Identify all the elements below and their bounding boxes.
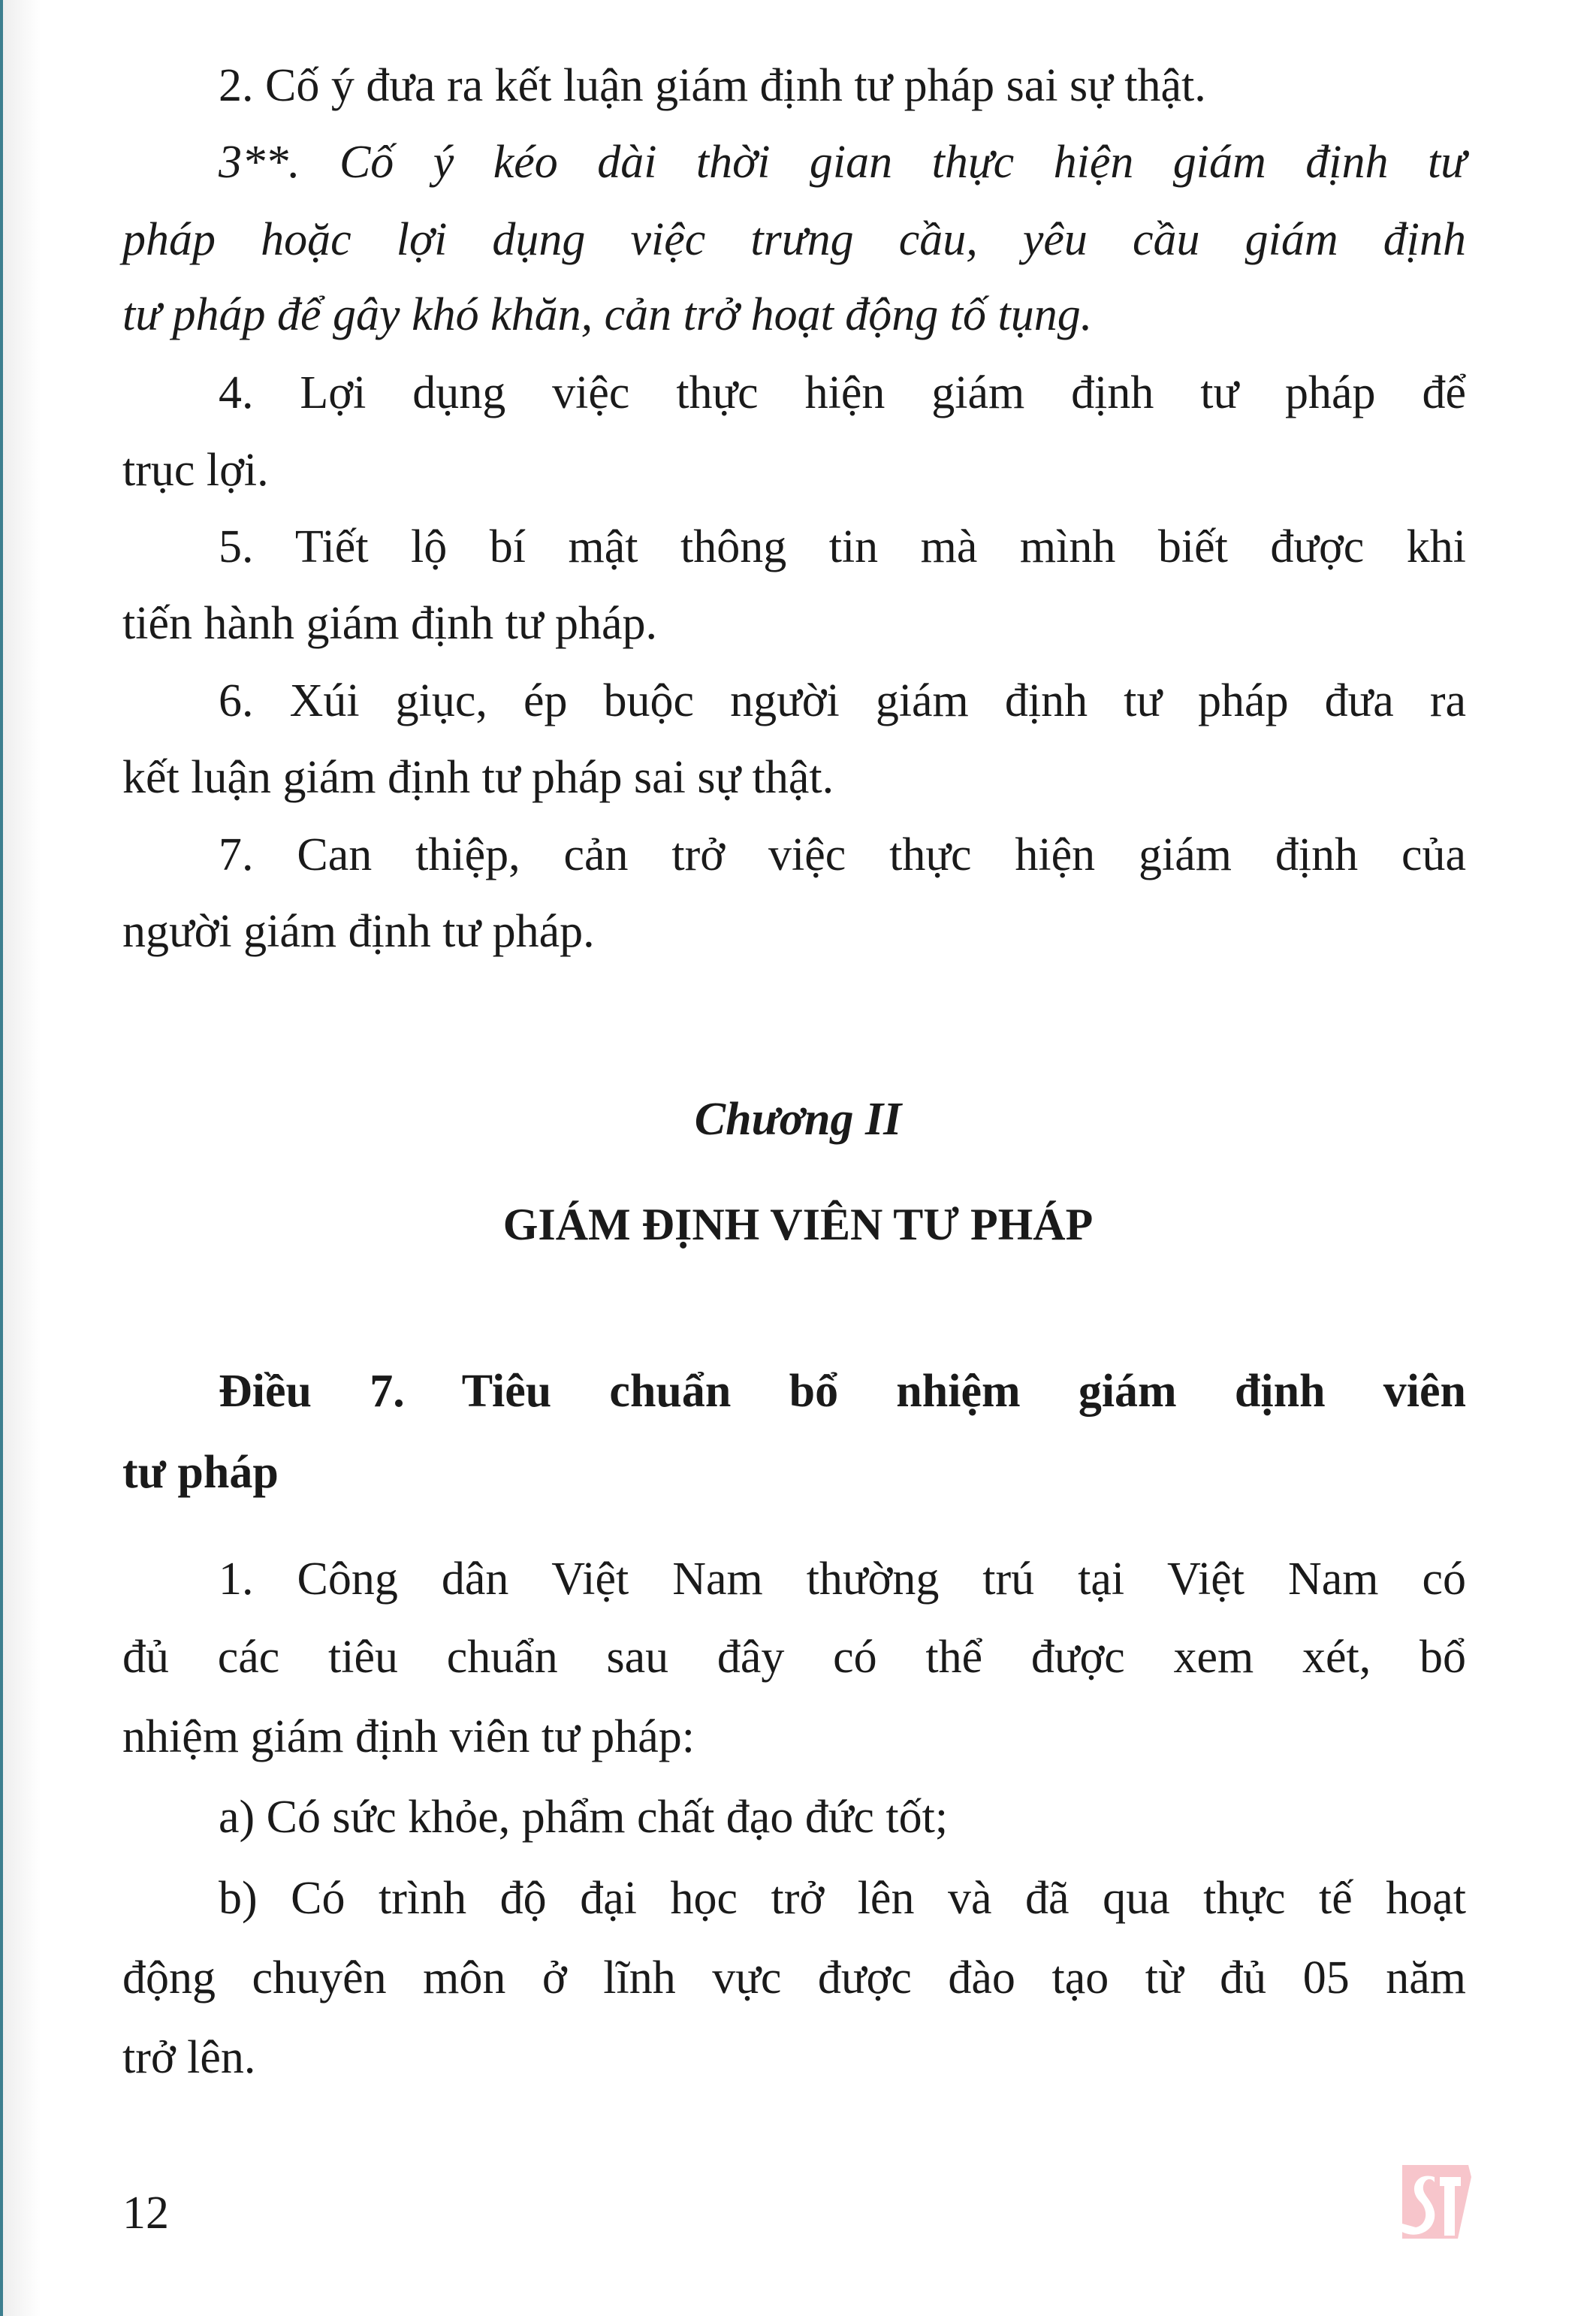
chapter-title: Chương II: [694, 1094, 902, 1145]
clause-7-line-2: người giám định tư pháp.: [122, 906, 595, 957]
article-7-title-line-1: Điều 7. Tiêu chuẩn bổ nhiệm giám định viên: [219, 1366, 1466, 1417]
publisher-logo-icon: [1393, 2156, 1476, 2246]
art7-point-b-line-2: động chuyên môn ở lĩnh vực được đào tạo từ đủ 05 năm: [122, 1952, 1466, 2003]
clause-6-line-2: kết luận giám định tư pháp sai sự thật.: [122, 752, 834, 803]
clause-4-line-1: 4. Lợi dụng việc thực hiện giám định tư pháp để: [219, 367, 1466, 418]
page-number: 12: [122, 2188, 169, 2239]
clause-3-line-2: pháp hoặc lợi dụng việc trưng cầu, yêu cầu giám định: [122, 214, 1466, 265]
clause-5-line-2: tiến hành giám định tư pháp.: [122, 598, 658, 649]
clause-4-line-2: trục lợi.: [122, 445, 269, 496]
clause-3-line-1: 3**. Cố ý kéo dài thời gian thực hiện giám định tư: [219, 137, 1466, 188]
page-gutter-shadow: [3, 0, 41, 2316]
art7-clause-1-line-1: 1. Công dân Việt Nam thường trú tại Việt Nam có: [219, 1554, 1466, 1605]
clause-6-line-1: 6. Xúi giục, ép buộc người giám định tư pháp đưa ra: [219, 675, 1466, 726]
art7-point-b-line-3: trở lên.: [122, 2032, 256, 2083]
art7-clause-1-line-3: nhiệm giám định viên tư pháp:: [122, 1711, 695, 1762]
art7-point-b-line-1: b) Có trình độ đại học trở lên và đã qua thực tế hoạt: [219, 1873, 1466, 1924]
clause-3-line-3: tư pháp để gây khó khăn, cản trở hoạt động tố tụng.: [122, 289, 1093, 340]
article-7-title-line-2: tư pháp: [122, 1447, 279, 1498]
art7-point-a: a) Có sức khỏe, phẩm chất đạo đức tốt;: [219, 1792, 949, 1843]
clause-2-line-1: 2. Cố ý đưa ra kết luận giám định tư pháp sai sự thật.: [219, 60, 1206, 111]
clause-7-line-1: 7. Can thiệp, cản trở việc thực hiện giám định của: [219, 829, 1466, 880]
art7-clause-1-line-2: đủ các tiêu chuẩn sau đây có thể được xem xét, bổ: [122, 1632, 1466, 1683]
clause-5-line-1: 5. Tiết lộ bí mật thông tin mà mình biết được khi: [219, 521, 1466, 572]
chapter-heading: GIÁM ĐỊNH VIÊN TƯ PHÁP: [502, 1200, 1094, 1249]
